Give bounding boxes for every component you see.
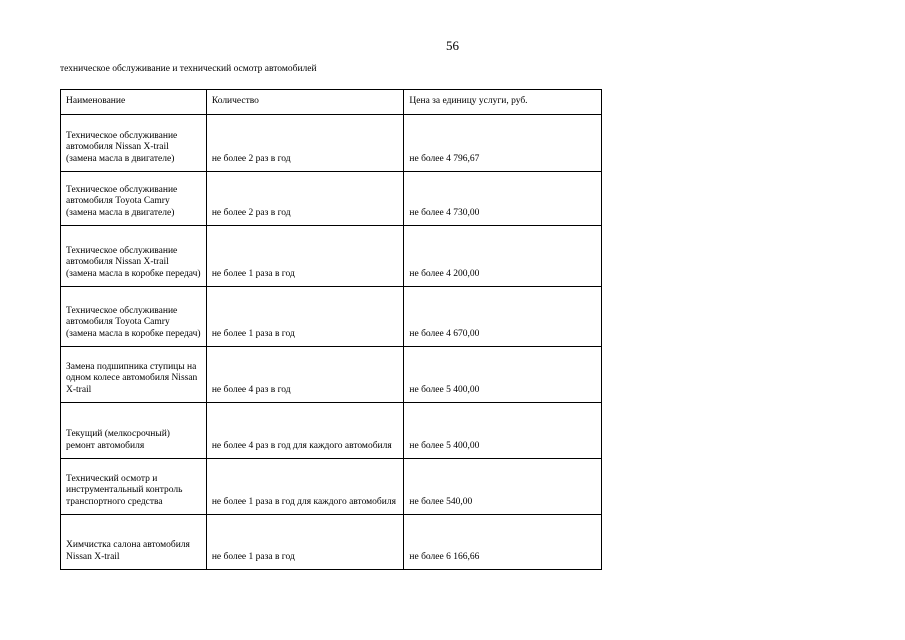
- header-price: Цена за единицу услуги, руб.: [404, 90, 602, 115]
- service-quantity: не более 2 раз в год: [206, 172, 404, 226]
- table-row: [61, 403, 602, 459]
- service-quantity: не более 1 раза в год: [206, 287, 404, 347]
- table-row: [61, 172, 602, 226]
- services-table: [60, 89, 602, 570]
- service-quantity: не более 1 раза в год: [206, 515, 404, 570]
- service-name: Техническое обслуживание автомобиля Nissan X-trail (замена масла в коробке передач): [61, 226, 207, 287]
- table-row: [61, 226, 602, 287]
- table-row: [61, 459, 602, 515]
- service-price: не более 540,00: [404, 459, 602, 515]
- service-price: не более 4 200,00: [404, 226, 602, 287]
- table-header-row: [61, 90, 602, 115]
- service-price: не более 6 166,66: [404, 515, 602, 570]
- service-quantity: не более 4 раз в год для каждого автомобиля: [206, 403, 404, 459]
- service-name: Замена подшипника ступицы на одном колесе автомобиля Nissan X-trail: [61, 347, 207, 403]
- service-price: не более 4 796,67: [404, 115, 602, 172]
- service-quantity: не более 4 раз в год: [206, 347, 404, 403]
- table-caption: техническое обслуживание и технический осмотр автомобилей: [60, 64, 317, 74]
- service-quantity: не более 1 раза в год: [206, 226, 404, 287]
- header-name: Наименование: [61, 90, 207, 115]
- service-quantity: не более 1 раза в год для каждого автомобиля: [206, 459, 404, 515]
- header-quantity: Количество: [206, 90, 404, 115]
- table-row: [61, 515, 602, 570]
- table-row: [61, 347, 602, 403]
- table-row: [61, 287, 602, 347]
- service-quantity: не более 2 раз в год: [206, 115, 404, 172]
- service-price: не более 4 670,00: [404, 287, 602, 347]
- service-name: Технический осмотр и инструментальный контроль транспортного средства: [61, 459, 207, 515]
- service-price: не более 5 400,00: [404, 403, 602, 459]
- service-name: Химчистка салона автомобиля Nissan X-trail: [61, 515, 207, 570]
- service-name: Техническое обслуживание автомобиля Nissan X-trail (замена масла в двигателе): [61, 115, 207, 172]
- service-price: не более 5 400,00: [404, 347, 602, 403]
- service-name: Техническое обслуживание автомобиля Toyota Camry (замена масла в коробке передач): [61, 287, 207, 347]
- table-row: [61, 115, 602, 172]
- service-name: Техническое обслуживание автомобиля Toyota Camry (замена масла в двигателе): [61, 172, 207, 226]
- service-name: Текущий (мелкосрочный) ремонт автомобиля: [61, 403, 207, 459]
- service-price: не более 4 730,00: [404, 172, 602, 226]
- page-number: 56: [446, 38, 459, 53]
